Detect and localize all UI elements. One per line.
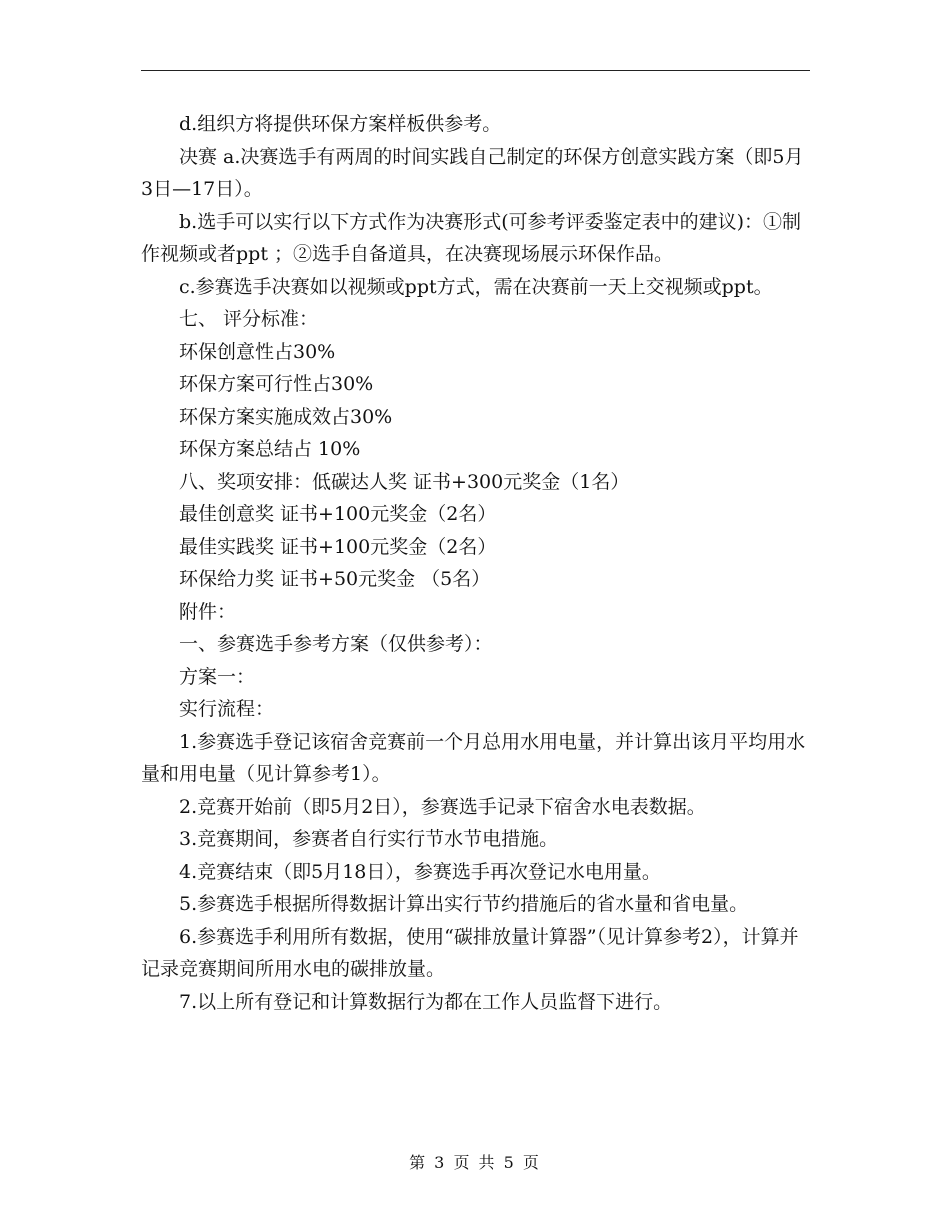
header-rule [141, 70, 810, 71]
paragraph: 最佳创意奖 证书+100元奖金（2名） [179, 503, 497, 525]
paragraph: b.选手可以实行以下方式作为决赛形式(可参考评委鉴定表中的建议)：①制作视频或者ppt ；②选手自备道具，在决赛现场展示环保作品。 [141, 210, 802, 265]
paragraph: 环保方案实施成效占30% [179, 405, 393, 428]
paragraph: 3.竞赛期间，参赛者自行实行节水节电措施。 [179, 828, 559, 850]
paragraph: 环保创意性占30% [179, 340, 336, 363]
paragraph: 环保方案可行性占30% [179, 373, 374, 395]
paragraph: 一、参赛选手参考方案（仅供参考）： [179, 633, 493, 655]
paragraph: 最佳实践奖 证书+100元奖金（2名） [179, 535, 497, 558]
paragraph: 七、 评分标准： [179, 308, 319, 330]
paragraph: 7.以上所有登记和计算数据行为都在工作人员监督下进行。 [179, 990, 673, 1013]
paragraph: 环保方案总结占 10% [179, 438, 361, 460]
paragraph: c.参赛选手决赛如以视频或ppt方式，需在决赛前一天上交视频或ppt。 [179, 275, 773, 298]
paragraph: 环保给力奖 证书+50元奖金 （5名） [179, 568, 491, 590]
paragraph: 4.竞赛结束（即5月18日），参赛选手再次登记水电用量。 [179, 860, 661, 883]
paragraph: 八、奖项安排：低碳达人奖 证书+300元奖金（1名） [179, 470, 630, 493]
paragraph: 1.参赛选手登记该宿舍竞赛前一个月总用水用电量，并计算出该月平均用水量和用电量（见计算参考1）。 [141, 730, 806, 785]
paragraph: d.组织方将提供环保方案样板供参考。 [179, 113, 502, 135]
paragraph: 6.参赛选手利用所有数据，使用“碳排放量计算器”（见计算参考2），计算并记录竞赛期间所用水电的碳排放量。 [141, 925, 799, 980]
paragraph: 5.参赛选手根据所得数据计算出实行节约措施后的省水量和省电量。 [179, 893, 749, 915]
paragraph: 方案一： [179, 665, 256, 688]
paragraph: 实行流程： [179, 698, 275, 720]
paragraph: 2.竞赛开始前（即5月2日），参赛选手记录下宿舍水电表数据。 [179, 795, 706, 818]
page-footer: 第 3 页 共 5 页 [409, 1153, 541, 1172]
paragraph: 附件： [179, 600, 237, 623]
document-body [141, 108, 813, 1018]
paragraph: 决赛 a.决赛选手有两周的时间实践自己制定的环保方创意实践方案（即5月3日—17日）。 [141, 145, 804, 200]
